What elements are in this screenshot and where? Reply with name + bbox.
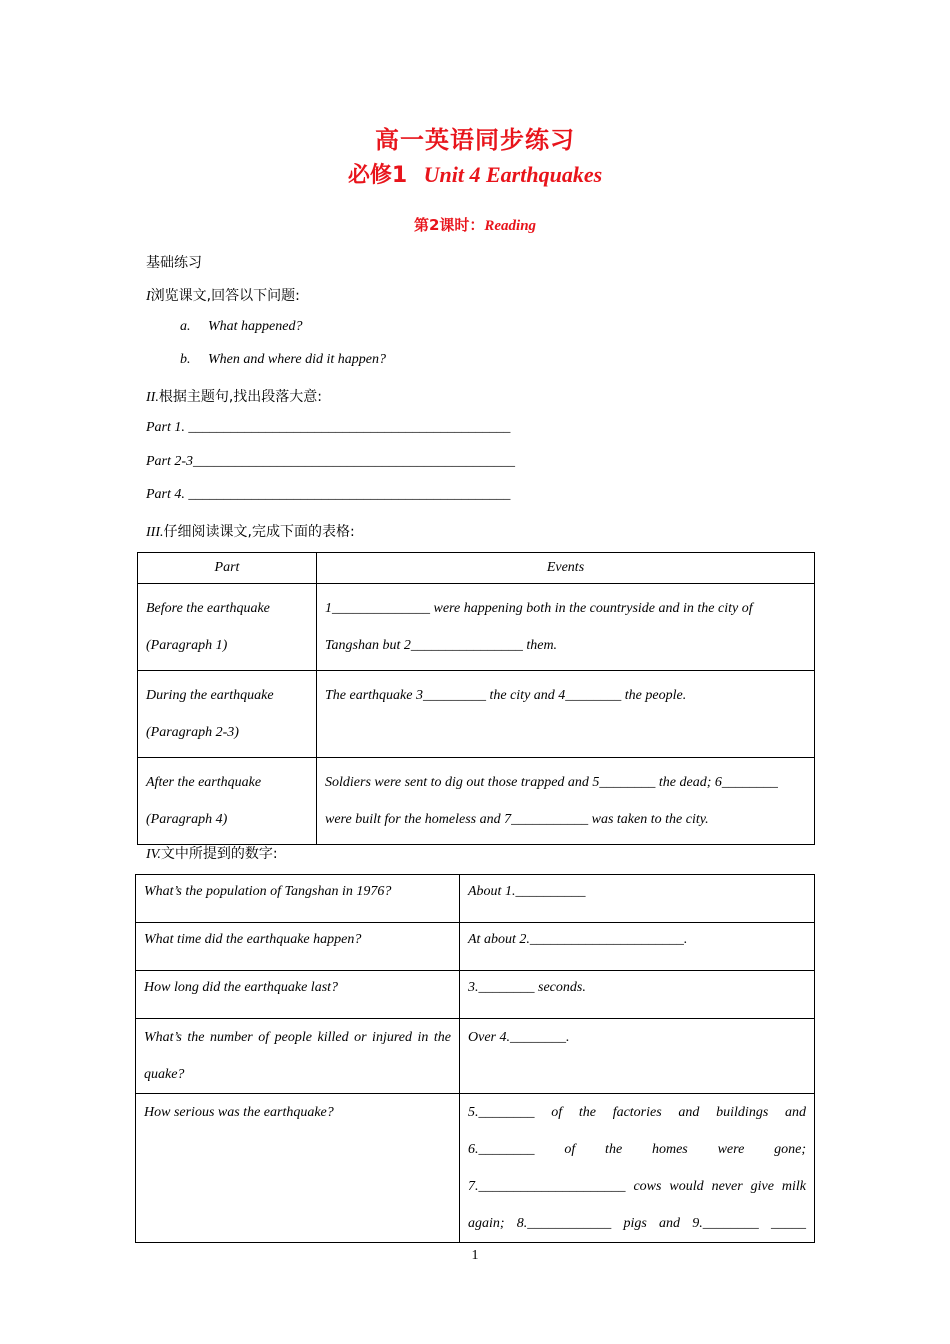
section-1-number: I [146,289,151,304]
part-name: During the earthquake [146,688,274,703]
part-cell [138,584,317,671]
section-2-text: 根据主题句,找出段落大意: [158,389,322,405]
answer-line: again; 8.____________ pigs and 9.________ _____ [468,1216,806,1231]
question-cell: What time did the earthquake happen? [136,923,460,971]
question-line: What’s the number of people killed or injured in the [144,1030,451,1045]
events-table [137,552,815,845]
section-4-text: 文中所提到的数字: [160,846,278,862]
page-title: 高一英语同步练习 [375,126,575,154]
header-events: Events [317,553,815,584]
section-basic [146,252,202,272]
events-line: were built for the homeless and 7___________ was taken to the city. [325,812,709,827]
events-line: 1______________ were happening both in the countryside and in the city of [325,601,753,616]
answer-cell: 3.________ seconds. [460,971,815,1019]
part-cell [138,671,317,758]
part-name: Before the earthquake [146,601,270,616]
question-b [180,352,386,368]
module-label: 必修1 [347,163,408,188]
section-2-heading [146,386,322,406]
header-part: Part [138,553,317,584]
section-2-number: II. [146,390,159,405]
answer-cell [460,1094,815,1243]
question-line: quake? [144,1067,185,1082]
events-cell [317,584,815,671]
section-1-text: 浏览课文,回答以下问题: [150,288,300,304]
table-row [136,1094,815,1243]
part-1-blank: Part 1. ______________________________________________ [146,420,511,435]
answer-cell: At about 2.______________________. [460,923,815,971]
part-4-blank: Part 4. ______________________________________________ [146,487,511,502]
events-line [325,714,806,751]
table-row [138,758,815,845]
answer-line: 6.________ of the homes were gone; [468,1142,806,1157]
lesson-title [0,214,950,235]
part-paragraph: (Paragraph 1) [146,638,228,653]
lesson-topic: Reading [484,218,537,234]
table-row [138,584,815,671]
table-row [138,671,815,758]
page-number: 1 [471,1248,479,1263]
unit-title [0,158,950,189]
answer-cell: Over 4.________. [460,1019,815,1094]
events-cell [317,671,815,758]
section-basic-label: 基础练习 [146,255,202,271]
question-a-marker: a. [180,319,191,334]
question-a-text: What happened? [208,319,303,334]
question-cell [136,1019,460,1094]
events-line: Tangshan but 2________________ them. [325,638,558,653]
events-cell [317,758,815,845]
question-b-marker: b. [180,352,191,367]
part-name: After the earthquake [146,775,262,790]
section-1-heading [146,285,300,305]
table-row [136,923,815,971]
table-row [136,875,815,923]
question-b-text: When and where did it happen? [208,352,386,367]
section-3-heading [146,521,355,541]
question-cell: What’s the population of Tangshan in 1976? [136,875,460,923]
numbers-table [135,874,815,1243]
section-3-text: 仔细阅读课文,完成下面的表格: [163,524,355,540]
part-paragraph: (Paragraph 2-3) [146,725,239,740]
section-3-number: III. [146,525,164,540]
table-row [136,971,815,1019]
table-header-row [138,553,815,584]
answer-cell: About 1.__________ [460,875,815,923]
section-4-number: IV. [146,847,161,862]
question-cell: How long did the earthquake last? [136,971,460,1019]
question-cell: How serious was the earthquake? [136,1094,460,1243]
part-paragraph: (Paragraph 4) [146,812,228,827]
question-a [180,319,302,335]
section-4-heading [146,843,278,863]
part-cell [138,758,317,845]
unit-label: Unit 4 Earthquakes [423,162,603,187]
lesson-number: 第2课时： [413,216,485,234]
table-row [136,1019,815,1094]
events-line: The earthquake 3_________ the city and 4________ the people. [325,688,687,703]
answer-line: 7._____________________ cows would never give milk [468,1179,806,1194]
events-line: Soldiers were sent to dig out those trapped and 5________ the dead; 6________ [325,775,778,790]
answer-line: 5.________ of the factories and buildings and [468,1105,806,1120]
part-2-3-blank: Part 2-3______________________________________________ [146,454,516,469]
